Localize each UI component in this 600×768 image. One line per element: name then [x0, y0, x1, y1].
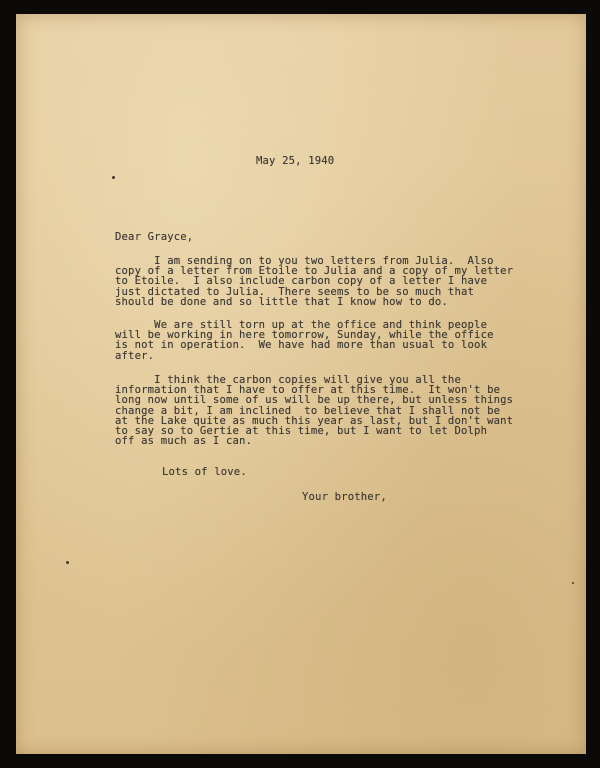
letter-date: May 25, 1940 [256, 155, 335, 167]
paper-speck [66, 561, 69, 564]
paper-speck [112, 176, 115, 179]
salutation: Dear Grayce, [115, 231, 194, 243]
paragraph-3: I think the carbon copies will give you all the information that I have to offer at this time. It won't be long now until some of us will be up there, but unless things change a bit, I am inclined to believe that I shall not be at the Lake quite as much this year as last, but I don't want to say so to Gertie at this time, but I want to let Dolph off as much as I can. [115, 374, 514, 448]
letter-page [16, 14, 586, 754]
paper-speck [572, 582, 574, 584]
paragraph-1: I am sending on to you two letters from Julia. Also copy of a letter from Etoile to Julia and a copy of my letter to Etoile. I also include carbon copy of a letter I have just dictated to Julia. There seems to be so much that should be done and so little that I know how to do. [115, 255, 514, 308]
paragraph-2: We are still torn up at the office and think people will be working in here tomorrow, Sunday, while the office is not in operation. We have had more than usual to look after. [115, 319, 494, 362]
closing-line: Lots of love. [162, 466, 247, 478]
signoff-line: Your brother, [302, 491, 387, 503]
